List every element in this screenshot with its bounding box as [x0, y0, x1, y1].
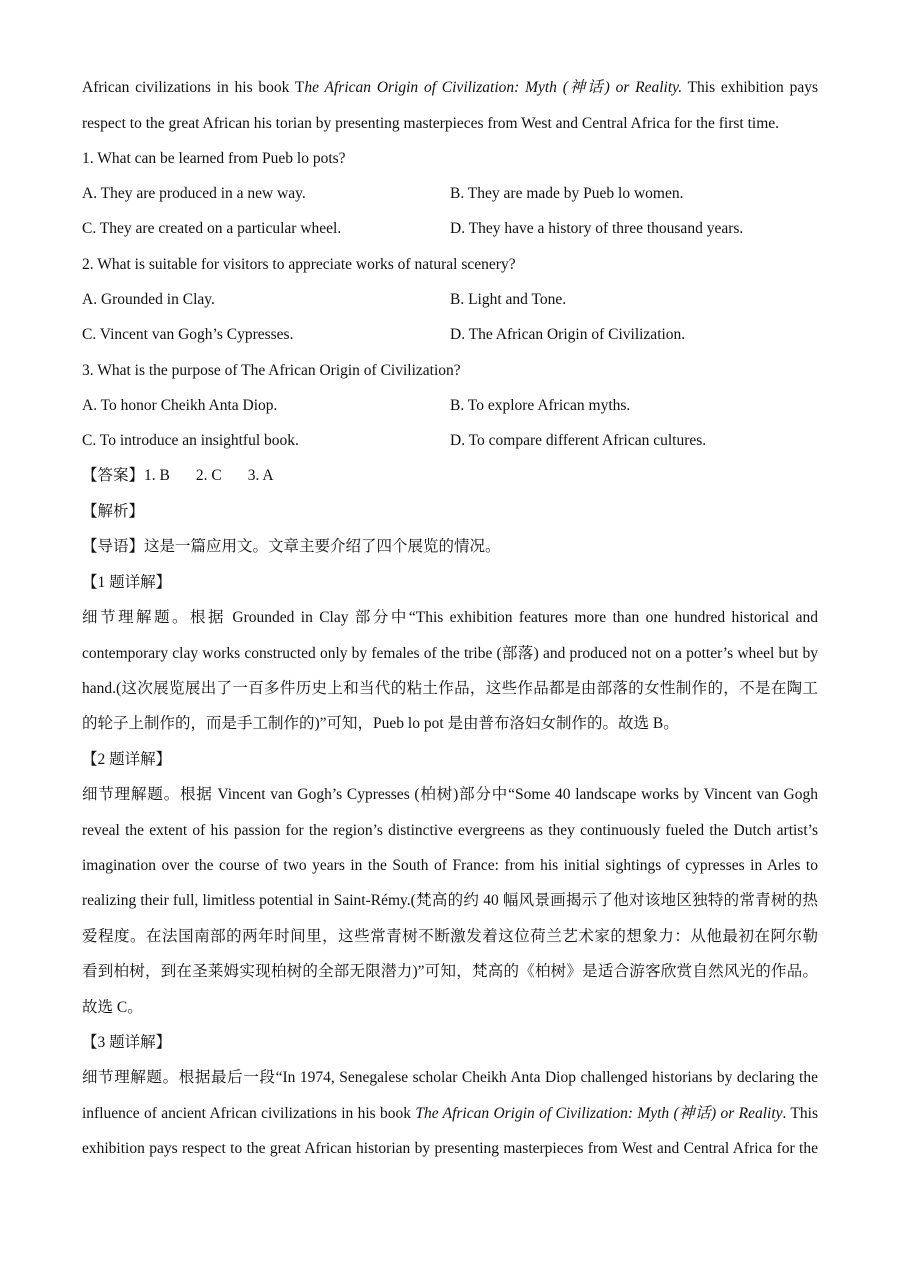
- answer-3: 3. A: [247, 467, 274, 484]
- q2-explanation-line: 故选 C。: [82, 999, 143, 1016]
- q1-explanation-line: hand.(这次展览展出了一百多件历史上和当代的粘土作品，这些作品都是由部落的女性制作的，不是在陶工: [82, 680, 818, 697]
- book-title: he African Origin of Civilization: Myth (神话) or Reality.: [304, 79, 683, 96]
- q2-explanation-line: 爱程度。在法国南部的两年时间里，这些常青树不断激发着这位荷兰艺术家的想象力：从他最初在阿尔勒: [82, 928, 818, 945]
- q3-explanation-title: 【3 题详解】: [82, 1034, 172, 1051]
- q2-explanation-line: imagination over the course of two years in the South of France: from his initial sightings of cypresses in Arles to: [82, 857, 818, 874]
- option-2d: D. The African Origin of Civilization.: [450, 326, 686, 343]
- q1-explanation-line: contemporary clay works constructed only by females of the tribe (部落) and produced not on a potter’s wheel but by: [82, 645, 818, 662]
- q3-text: . This: [782, 1105, 818, 1122]
- option-2c: C. Vincent van Gogh’s Cypresses.: [82, 326, 294, 343]
- answer-label: 【答案】: [82, 467, 145, 484]
- q2-explanation-title: 【2 题详解】: [82, 751, 172, 768]
- q1-explanation-title: 【1 题详解】: [82, 574, 172, 591]
- intro-text: This exhibition pays: [682, 79, 818, 96]
- option-1d: D. They have a history of three thousand years.: [450, 220, 744, 237]
- q1-explanation-line: 的轮子上制作的，而是手工制作的)”可知，Pueb lo pot 是由普布洛妇女制作的。故选 B。: [82, 715, 679, 732]
- q2-explanation-line: 看到柏树，到在圣莱姆实现柏树的全部无限潜力)”可知，梵高的《柏树》是适合游客欣赏自然风光的作品。: [82, 963, 818, 980]
- book-title: The African Origin of Civilization: Myth (神话) or Reality: [415, 1105, 783, 1122]
- question-stem-1: 1. What can be learned from Pueb lo pots?: [82, 150, 346, 167]
- intro-text: African civilizations in his book T: [82, 79, 305, 96]
- intro-line-1: [82, 78, 818, 98]
- guide-text: 【导语】这是一篇应用文。文章主要介绍了四个展览的情况。: [82, 538, 501, 555]
- q2-explanation-line: realizing their full, limitless potential in Saint-Rémy.(梵高的约 40 幅风景画揭示了他对该地区独特的常青树的热: [82, 892, 818, 909]
- answer-2: 2. C: [195, 467, 222, 484]
- q2-explanation-line: reveal the extent of his passion for the region’s distinctive evergreens as they continuously fueled the Dutch artist’s: [82, 822, 818, 839]
- answer-1: 1. B: [144, 467, 170, 484]
- option-3b: B. To explore African myths.: [450, 397, 631, 414]
- analysis-label: 【解析】: [82, 503, 145, 520]
- option-2a: A. Grounded in Clay.: [82, 291, 215, 308]
- option-1b: B. They are made by Pueb lo women.: [450, 185, 684, 202]
- question-stem-3: 3. What is the purpose of The African Origin of Civilization?: [82, 362, 461, 379]
- q2-explanation-line: 细节理解题。根据 Vincent van Gogh’s Cypresses (柏树)部分中“Some 40 landscape works by Vincent van Gogh: [82, 786, 818, 803]
- option-2b: B. Light and Tone.: [450, 291, 567, 308]
- option-3a: A. To honor Cheikh Anta Diop.: [82, 397, 278, 414]
- q3-explanation-line: [82, 1104, 818, 1124]
- answer-line: [82, 466, 274, 486]
- question-stem-2: 2. What is suitable for visitors to appreciate works of natural scenery?: [82, 256, 516, 273]
- option-3d: D. To compare different African cultures.: [450, 432, 707, 449]
- option-1a: A. They are produced in a new way.: [82, 185, 306, 202]
- q1-explanation-line: 细节理解题。根据 Grounded in Clay 部分中“This exhibition features more than one hundred historical and: [82, 609, 818, 626]
- q3-text: influence of ancient African civilizations in his book: [82, 1105, 416, 1122]
- option-3c: C. To introduce an insightful book.: [82, 432, 299, 449]
- option-1c: C. They are created on a particular wheel.: [82, 220, 342, 237]
- intro-line-2: respect to the great African his torian by presenting masterpieces from West and Central Africa for the first time.: [82, 115, 780, 132]
- q3-explanation-line: 细节理解题。根据最后一段“In 1974, Senegalese scholar Cheikh Anta Diop challenged historians by declaring the: [82, 1069, 818, 1086]
- q3-explanation-line: exhibition pays respect to the great African historian by presenting masterpieces from West and Central Africa for the: [82, 1140, 818, 1157]
